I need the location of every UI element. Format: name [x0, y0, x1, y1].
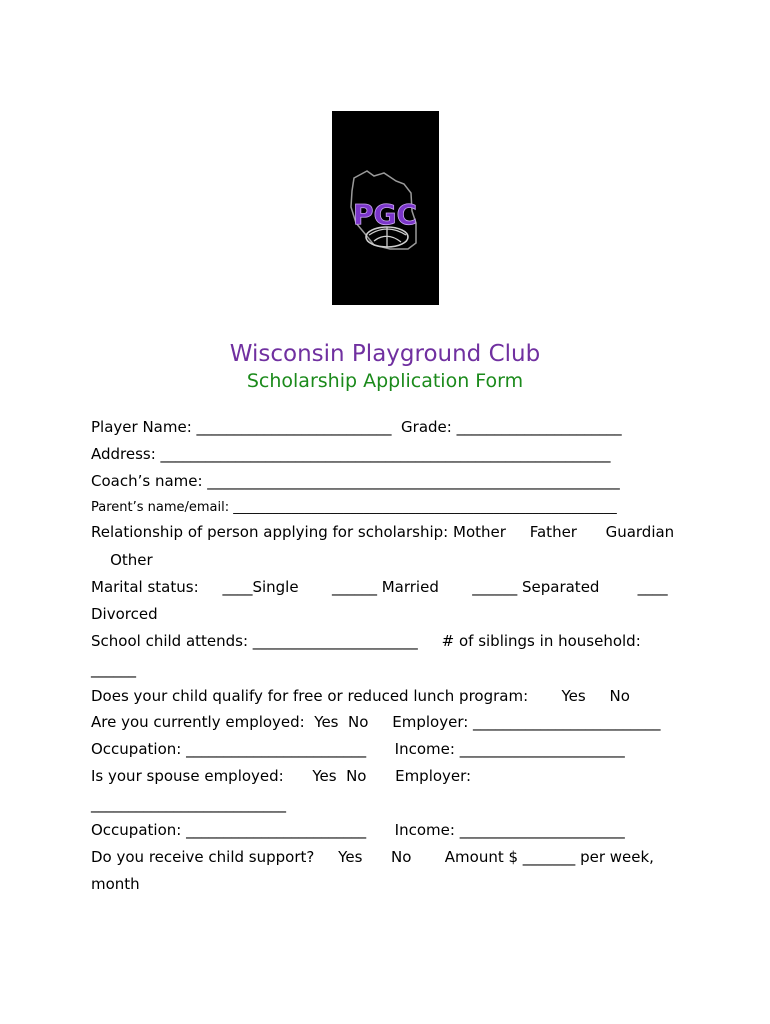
child-support-line[interactable]: Do you receive child support? Yes No Amount $ _______ per week, — [91, 848, 654, 866]
club-logo — [332, 111, 439, 305]
marital-status-line[interactable]: Marital status: ____Single ______ Married ______ Separated ____ — [91, 578, 668, 596]
school-siblings-line[interactable]: School child attends: ______________________ # of siblings in household: — [91, 632, 641, 650]
player-name-grade-line[interactable]: Player Name: __________________________ Grade: ______________________ — [91, 418, 622, 436]
spouse-employed-line[interactable]: Is your spouse employed: Yes No Employer: — [91, 767, 472, 785]
child-support-month[interactable]: month — [91, 875, 140, 893]
siblings-blank[interactable]: ______ — [91, 660, 136, 678]
logo-text: PGC — [352, 198, 418, 231]
coach-name-line[interactable]: Coach’s name: _______________________________________________________ — [91, 472, 620, 490]
lunch-program-line[interactable]: Does your child qualify for free or reduced lunch program: Yes No — [91, 687, 630, 705]
form-title: Wisconsin Playground Club — [229, 341, 541, 367]
form-subtitle: Scholarship Application Form — [246, 370, 524, 392]
spouse-employer-blank[interactable]: __________________________ — [91, 795, 286, 813]
employment-line[interactable]: Are you currently employed: Yes No Employer: _________________________ — [91, 713, 661, 731]
address-line[interactable]: Address: ____________________________________________________________ — [91, 445, 611, 463]
relationship-line[interactable]: Relationship of person applying for scholarship: Mother Father Guardian — [91, 523, 675, 541]
parent-name-email-line[interactable]: Parent’s name/email: ___________________________________________________________ — [91, 500, 617, 515]
occupation-income-line[interactable]: Occupation: ________________________ Income: ______________________ — [91, 740, 625, 758]
wisconsin-map-icon — [332, 111, 439, 305]
marital-status-divorced[interactable]: Divorced — [91, 605, 158, 623]
relationship-other[interactable]: Other — [91, 551, 153, 569]
spouse-occupation-income-line[interactable]: Occupation: ________________________ Income: ______________________ — [91, 821, 625, 839]
